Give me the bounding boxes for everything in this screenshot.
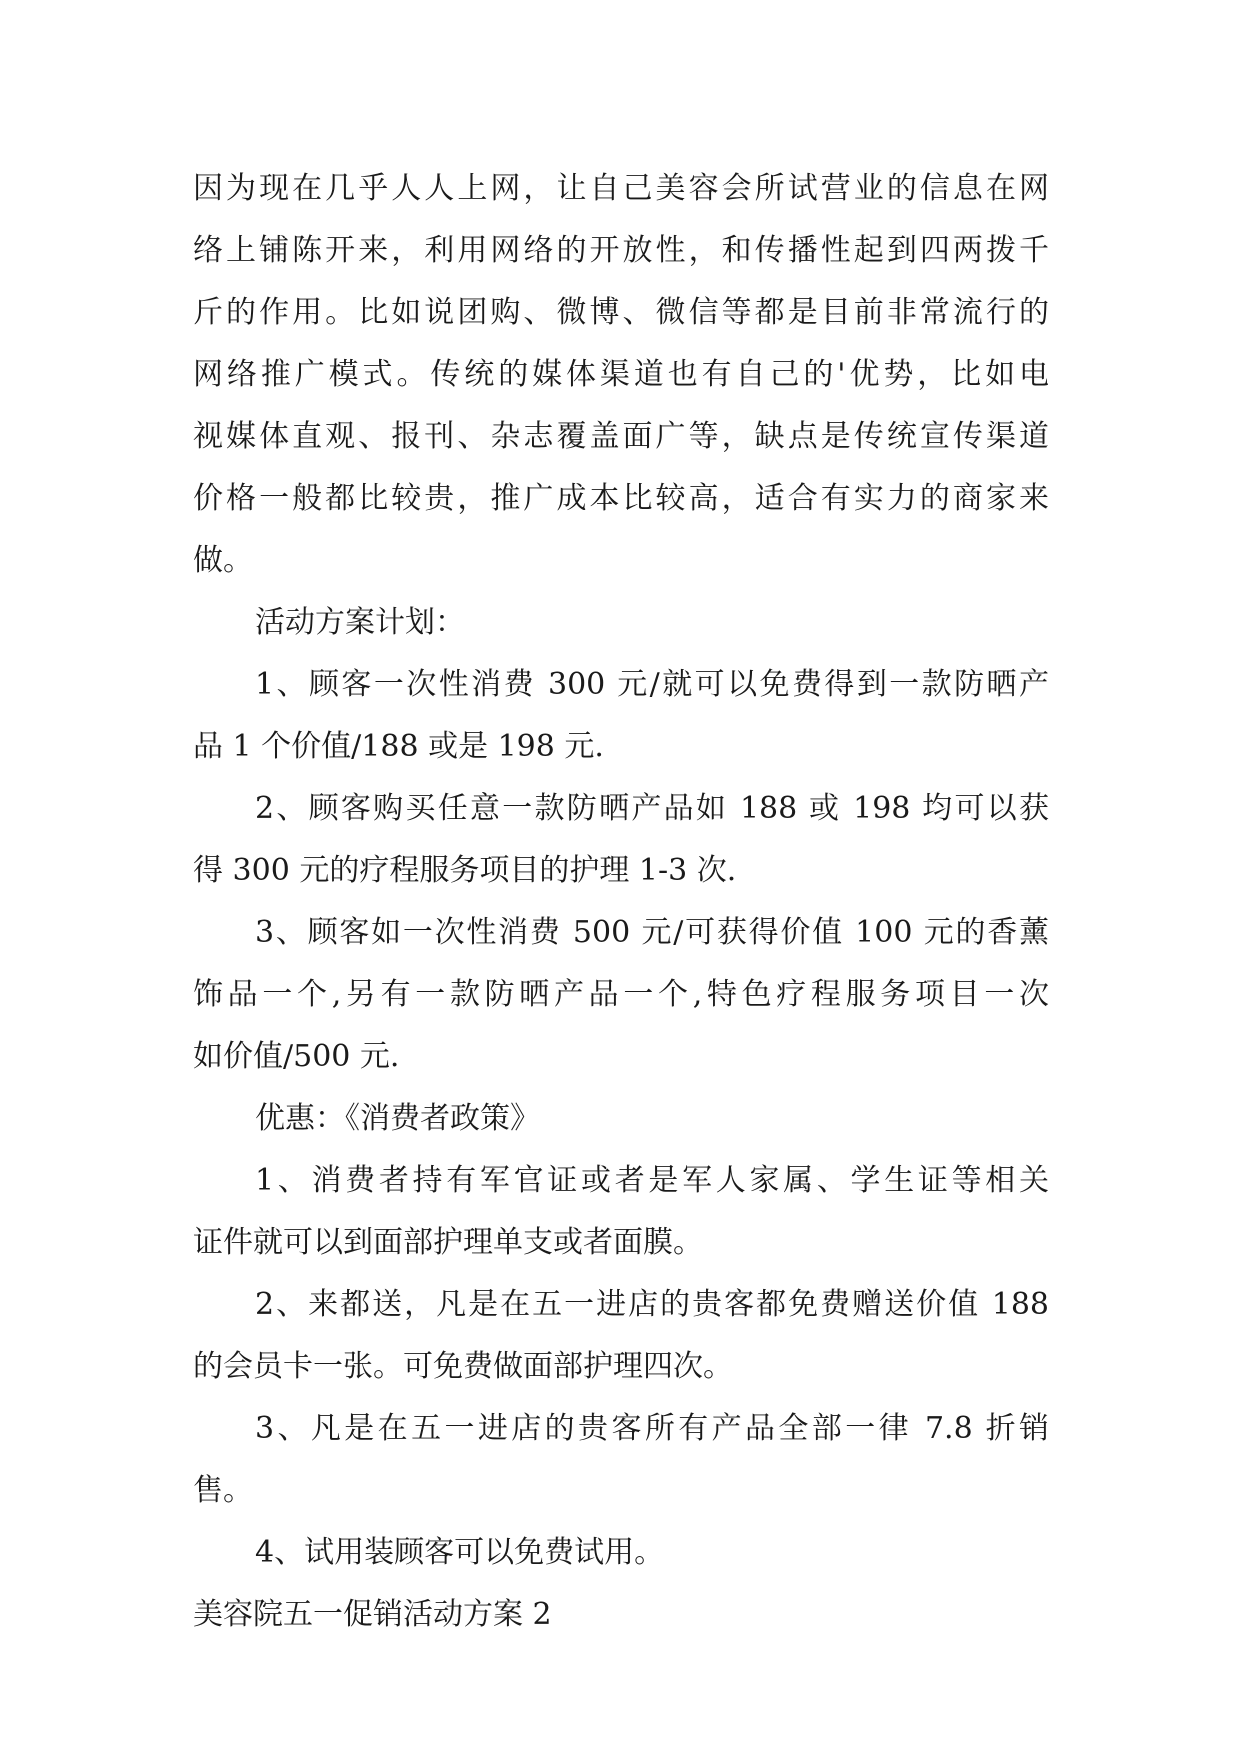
list-item-line: 证件就可以到面部护理单支或者面膜。 [193,1225,703,1260]
section-heading-discount-policy: 优惠：《消费者政策》 [255,1101,540,1136]
paragraph-line: 斤的作用。比如说团购、微博、微信等都是目前非常流行的 [193,295,1049,330]
paragraph-line: 价格一般都比较贵，推广成本比较高，适合有实力的商家来 [193,481,1049,516]
document-body [193,158,1049,1646]
list-item-line: 1、消费者持有军官证或者是军人家属、学生证等相关 [255,1163,1049,1198]
paragraph-line: 因为现在几乎人人上网，让自己美容会所试营业的信息在网 [193,171,1049,206]
list-item-line: 4、试用装顾客可以免费试用。 [255,1535,665,1570]
list-item-line: 品 1 个价值/188 或是 198 元. [193,729,604,764]
paragraph-line: 视媒体直观、报刊、杂志覆盖面广等，缺点是传统宣传渠道 [193,419,1049,454]
document-section-title: 美容院五一促销活动方案 2 [193,1597,552,1632]
list-item-line: 1、顾客一次性消费 300 元/就可以免费得到一款防晒产 [255,667,1049,702]
paragraph-line: 络上铺陈开来，利用网络的开放性，和传播性起到四两拨千 [193,233,1049,268]
list-item-line: 3、顾客如一次性消费 500 元/可获得价值 100 元的香薰 [255,915,1049,950]
list-item-line: 得 300 元的疗程服务项目的护理 1-3 次. [193,853,737,888]
paragraph-line: 网络推广模式。传统的媒体渠道也有自己的'优势，比如电 [193,357,1049,392]
list-item-line: 饰品一个,另有一款防晒产品一个,特色疗程服务项目一次 [193,977,1049,1012]
list-item-line: 的会员卡一张。可免费做面部护理四次。 [193,1349,733,1384]
list-item-line: 如价值/500 元. [193,1039,400,1074]
section-heading-activity-plan: 活动方案计划： [255,605,465,640]
paragraph-line: 做。 [193,543,253,578]
list-item-line: 2、来都送，凡是在五一进店的贵客都免费赠送价值 188 [255,1287,1049,1322]
list-item-line: 2、顾客购买任意一款防晒产品如 188 或 198 均可以获 [255,791,1049,826]
list-item-line: 3、凡是在五一进店的贵客所有产品全部一律 7.8 折销 [255,1411,1049,1446]
list-item-line: 售。 [193,1473,253,1508]
